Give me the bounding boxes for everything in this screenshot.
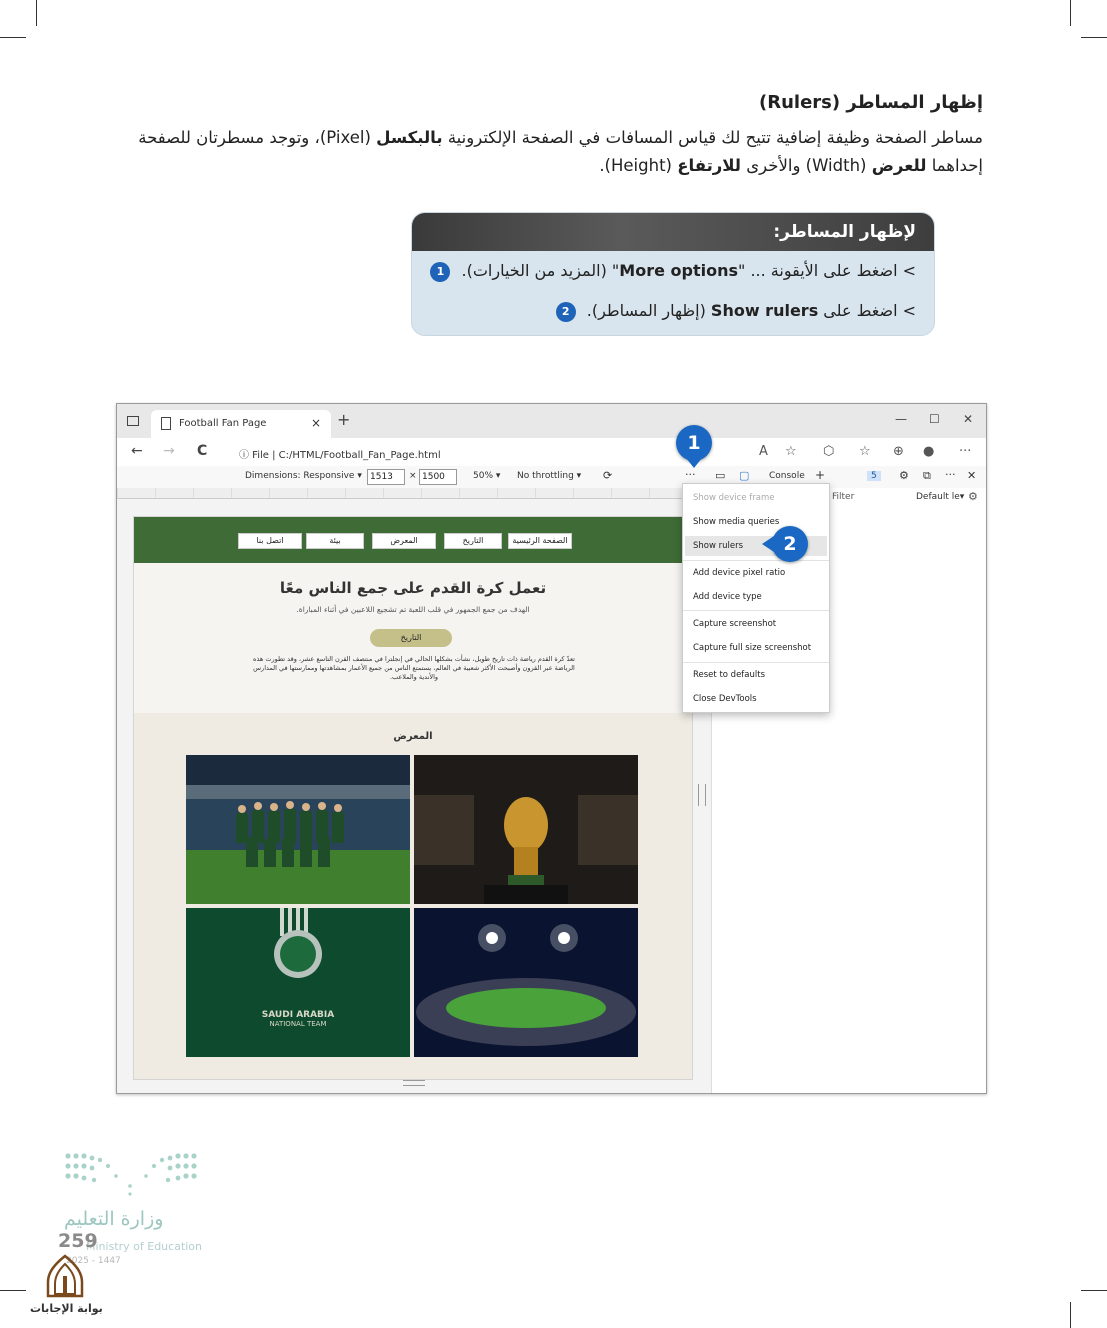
callout-2-pointer	[762, 536, 774, 552]
gallery-image-stadium	[414, 908, 638, 1057]
back-button[interactable]: ←	[131, 443, 143, 459]
menu-show-media-queries[interactable]: Show media queries	[693, 517, 780, 527]
portal-logo-icon	[44, 1254, 86, 1298]
step-bold: More options	[619, 261, 739, 280]
saudi-line-2: NATIONAL TEAM	[269, 1020, 327, 1028]
tab-bar	[117, 404, 986, 438]
close-window-button[interactable]: ✕	[963, 412, 974, 426]
ministry-logo-icon	[64, 1152, 198, 1196]
ministry-name-english: Ministry of Education	[86, 1240, 203, 1253]
address-bar	[117, 438, 986, 467]
hero-subtitle: الهدف من جمع الجمهور في قلب اللعبة تم تشجيع اللاعبين في أثناء المباراة.	[296, 605, 530, 614]
site-navigation	[134, 517, 692, 563]
hero-body: تعدّ كرة القدم رياضة ذات تاريخ طويل، نشأت بشكلها الحالي في إنجلترا في منتصف القرن التاسع عشر، وقد تطورت هذه الرياضة عبر القرون وأصبحت الأكثر شعبية في العالم، يستمتع الناس من جميع الأعمار بمشاهدتها وممارستها في المدارس والأندية والملاعب.	[253, 655, 575, 681]
tab-close-icon[interactable]: ×	[310, 416, 321, 430]
new-tab-button[interactable]: +	[337, 410, 351, 429]
default-levels-select[interactable]: Default le▾	[916, 492, 965, 502]
portal-name: بوابة الإجابات	[30, 1302, 103, 1315]
extensions-icon[interactable]: ⬡	[823, 444, 835, 459]
favorite-icon[interactable]: ☆	[785, 444, 797, 459]
reload-button[interactable]: C	[197, 443, 208, 459]
step-bold: Show rulers	[710, 301, 819, 320]
maximize-button[interactable]: ☐	[929, 412, 940, 426]
para-bold: للعرض	[871, 156, 927, 175]
step-text: > اضغط على الأيقونة ... "	[738, 261, 916, 280]
step-1	[412, 251, 934, 291]
tab-actions-icon[interactable]	[127, 416, 139, 426]
menu-add-device-pixel-ratio[interactable]: Add device pixel ratio	[693, 568, 786, 578]
saudi-line-1: SAUDI ARABIA	[261, 1010, 335, 1020]
nav-history[interactable]: التاريخ	[444, 533, 502, 549]
device-emulation-icon[interactable]: ▭	[715, 469, 726, 482]
gallery-image-saudi-team	[186, 908, 410, 1057]
crop-mark	[0, 37, 26, 38]
crop-mark	[1070, 1302, 1071, 1328]
menu-show-rulers[interactable]: Show rulers	[693, 541, 744, 551]
para-bold: بالبكسل	[376, 128, 443, 147]
minimize-button[interactable]: —	[895, 412, 907, 426]
document-icon	[161, 417, 171, 430]
step-text: > اضغط على	[818, 301, 916, 320]
crop-mark	[36, 0, 37, 26]
elements-icon[interactable]: ▢	[739, 469, 750, 482]
width-input[interactable]: 1513	[367, 469, 405, 485]
nav-gallery[interactable]: المعرض	[372, 533, 436, 549]
gear-icon[interactable]: ⚙	[899, 469, 909, 482]
rotate-icon[interactable]: ⟳	[603, 469, 613, 482]
dimensions-select[interactable]: Dimensions: Responsive ▾	[245, 471, 362, 481]
browser-window	[116, 403, 987, 1094]
callout-2: 2	[772, 526, 808, 562]
resize-handle-vertical[interactable]	[698, 784, 706, 806]
step-2	[412, 291, 934, 331]
gallery-title: المعرض	[393, 731, 433, 742]
steps-box	[411, 212, 935, 336]
callout-1-pointer	[686, 458, 702, 468]
favorites-bar-icon[interactable]: ☆	[859, 444, 871, 459]
more-options-button[interactable]: ···	[685, 468, 696, 481]
history-button[interactable]: التاريخ	[370, 629, 452, 647]
menu-show-device-frame: Show device frame	[693, 493, 775, 503]
dock-icon[interactable]: ⧉	[923, 469, 931, 482]
crop-mark	[1081, 37, 1107, 38]
crop-mark	[0, 1290, 26, 1291]
para-text: (Height).	[599, 156, 678, 175]
url-field[interactable]: ⓘ File | C:/HTML/Football_Fan_Page.html	[239, 450, 441, 461]
callout-1: 1	[676, 425, 712, 461]
nav-environment[interactable]: بيئة	[306, 533, 364, 549]
read-aloud-icon[interactable]: A	[759, 444, 768, 459]
saudi-team-label	[186, 1010, 410, 1028]
menu-separator	[683, 610, 829, 611]
ministry-name-arabic: وزارة التعليم	[64, 1208, 164, 1230]
times-sign: ×	[409, 471, 417, 481]
page-viewport	[133, 516, 693, 1080]
step-text: (إظهار المساطر).	[586, 301, 711, 320]
para-text: (Width) والأخرى	[741, 156, 872, 175]
hero-section	[134, 563, 692, 713]
console-settings-icon[interactable]: ⚙	[968, 490, 978, 503]
menu-close-devtools[interactable]: Close DevTools	[693, 694, 757, 704]
menu-separator	[683, 662, 829, 663]
para-text: (Pixel)، وتوجد مسطرتان للصفحة إحداهما	[138, 128, 983, 175]
menu-capture-full-size-screenshot[interactable]: Capture full size screenshot	[693, 643, 812, 653]
crop-mark	[1081, 1290, 1107, 1291]
para-bold: للارتفاع	[677, 156, 741, 175]
tab-title: Football Fan Page	[179, 418, 267, 429]
section-heading: إظهار المساطر (Rulers)	[758, 92, 983, 113]
hero-title: تعمل كرة القدم على جمع الناس معًا	[279, 579, 547, 597]
menu-capture-screenshot[interactable]: Capture screenshot	[693, 619, 777, 629]
profile-icon[interactable]: ●	[923, 444, 935, 459]
devtools-more-icon[interactable]: ···	[945, 468, 956, 481]
issues-badge[interactable]: 5	[867, 471, 881, 481]
collections-icon[interactable]: ⊕	[893, 444, 904, 459]
gallery-image-team	[186, 755, 410, 904]
more-options-menu	[682, 483, 830, 713]
para-text: مساطر الصفحة وظيفة إضافية تتيح لك قياس المسافات في الصفحة الإلكترونية	[442, 128, 983, 147]
gallery-image-trophy	[414, 755, 638, 904]
height-input[interactable]: 1500	[419, 469, 457, 485]
edition-years: 2025 - 1447	[66, 1256, 121, 1266]
crop-mark	[1070, 0, 1071, 26]
nav-home[interactable]: الصفحة الرئيسية	[508, 533, 572, 549]
nav-contact[interactable]: اتصل بنا	[238, 533, 302, 549]
tab-console[interactable]: Console	[769, 471, 805, 481]
device-toolbar	[117, 466, 986, 489]
step-text: " (المزيد من الخيارات).	[461, 261, 620, 280]
menu-reset-to-defaults[interactable]: Reset to defaults	[693, 670, 766, 680]
settings-more-icon[interactable]: ···	[959, 444, 972, 459]
section-paragraph	[113, 124, 983, 180]
close-devtools-icon[interactable]: ✕	[967, 469, 977, 482]
step-number-badge: 1	[430, 262, 450, 282]
menu-separator	[683, 560, 829, 561]
resize-handle-horizontal[interactable]	[403, 1080, 425, 1086]
tab-football-fan-page[interactable]	[151, 410, 331, 438]
throttling-select[interactable]: No throttling ▾	[517, 471, 582, 481]
forward-button[interactable]: →	[163, 443, 175, 459]
step-number-badge: 2	[556, 302, 576, 322]
zoom-select[interactable]: 50% ▾	[473, 471, 501, 481]
gallery-grid	[186, 755, 640, 1059]
add-tool-button[interactable]: +	[815, 468, 826, 482]
filter-input[interactable]: Filter	[832, 492, 855, 502]
page-number: 259	[58, 1230, 98, 1252]
horizontal-ruler	[117, 488, 707, 499]
steps-title: لإظهار المساطر:	[412, 213, 934, 251]
menu-add-device-type[interactable]: Add device type	[693, 592, 762, 602]
